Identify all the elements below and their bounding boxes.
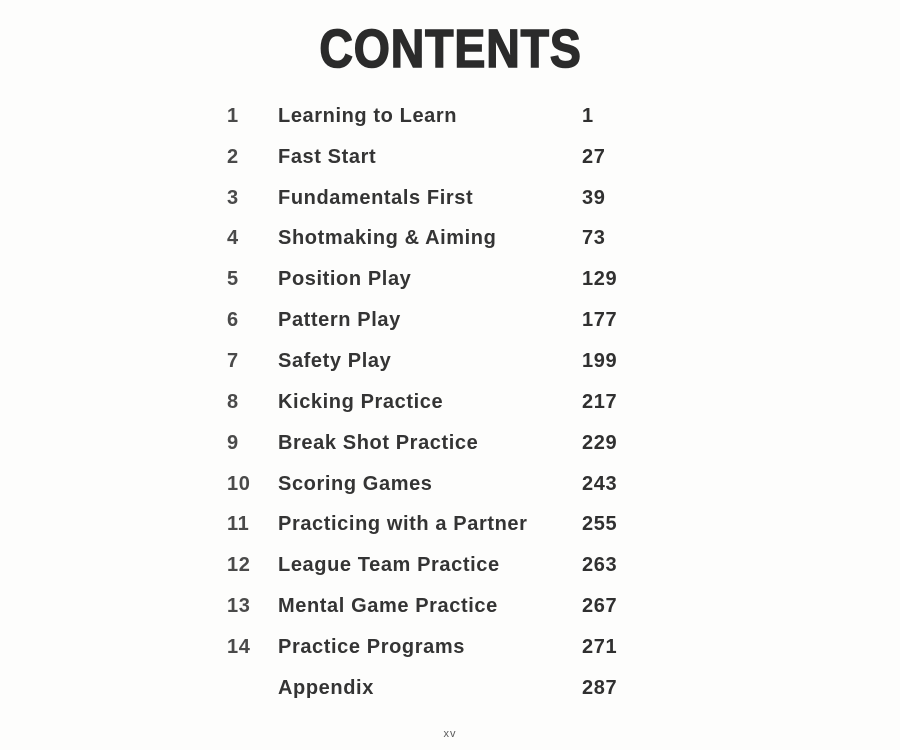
chapter-title: Safety Play [278, 349, 392, 372]
chapter-number: 13 [227, 595, 251, 618]
chapter-title: Break Shot Practice [278, 431, 479, 454]
chapter-page-number: 177 [582, 309, 618, 332]
chapter-number: 8 [227, 390, 239, 413]
chapter-number: 5 [227, 268, 239, 291]
chapter-title: Appendix [278, 676, 374, 699]
toc-row [225, 300, 655, 341]
chapter-title: Shotmaking & Aiming [278, 227, 497, 250]
toc-row [225, 545, 655, 586]
chapter-number: 11 [227, 513, 250, 536]
chapter-title: Kicking Practice [278, 390, 444, 413]
chapter-number: 2 [227, 145, 239, 168]
chapter-page-number: 199 [582, 349, 618, 372]
toc-row [225, 219, 655, 260]
chapter-number: 1 [227, 104, 239, 127]
chapter-title: Practice Programs [278, 635, 465, 658]
page-title: CONTENTS [318, 19, 582, 79]
toc-row [225, 464, 655, 505]
chapter-number: 3 [227, 186, 239, 209]
chapter-title: Scoring Games [278, 472, 433, 495]
toc-row [225, 259, 655, 300]
chapter-page-number: 263 [582, 554, 618, 577]
chapter-page-number: 39 [582, 186, 606, 209]
chapter-page-number: 27 [582, 145, 606, 168]
chapter-number: 10 [227, 472, 251, 495]
chapter-title: Mental Game Practice [278, 595, 498, 618]
toc-row [225, 627, 655, 668]
chapter-page-number: 255 [582, 513, 618, 536]
folio-page-number: xv [443, 728, 457, 740]
toc-row [225, 382, 655, 423]
chapter-number: 12 [227, 554, 251, 577]
chapter-page-number: 73 [582, 227, 606, 250]
chapter-page-number: 229 [582, 431, 618, 454]
toc-row [225, 178, 655, 219]
chapter-title: Fundamentals First [278, 186, 474, 209]
chapter-title: Position Play [278, 268, 412, 291]
toc-row [225, 96, 655, 137]
chapter-page-number: 129 [582, 268, 618, 291]
chapter-number: 7 [227, 349, 239, 372]
chapter-page-number: 287 [582, 676, 618, 699]
toc-row [225, 423, 655, 464]
page-header [0, 18, 900, 80]
chapter-page-number: 271 [582, 635, 618, 658]
chapter-page-number: 267 [582, 595, 618, 618]
chapter-page-number: 1 [582, 104, 594, 127]
chapter-number: 14 [227, 635, 251, 658]
toc-row [225, 137, 655, 178]
chapter-number: 4 [227, 227, 239, 250]
toc-row [225, 668, 655, 709]
toc-row [225, 504, 655, 545]
chapter-page-number: 217 [582, 390, 618, 413]
chapter-number: 6 [227, 309, 239, 332]
chapter-title: Learning to Learn [278, 104, 458, 127]
chapter-title: Practicing with a Partner [278, 513, 528, 536]
chapter-title: League Team Practice [278, 554, 500, 577]
toc-row [225, 341, 655, 382]
chapter-page-number: 243 [582, 472, 618, 495]
toc-row [225, 586, 655, 627]
chapter-title: Pattern Play [278, 309, 401, 332]
chapter-number: 9 [227, 431, 239, 454]
chapter-title: Fast Start [278, 145, 377, 168]
table-of-contents [225, 96, 655, 709]
